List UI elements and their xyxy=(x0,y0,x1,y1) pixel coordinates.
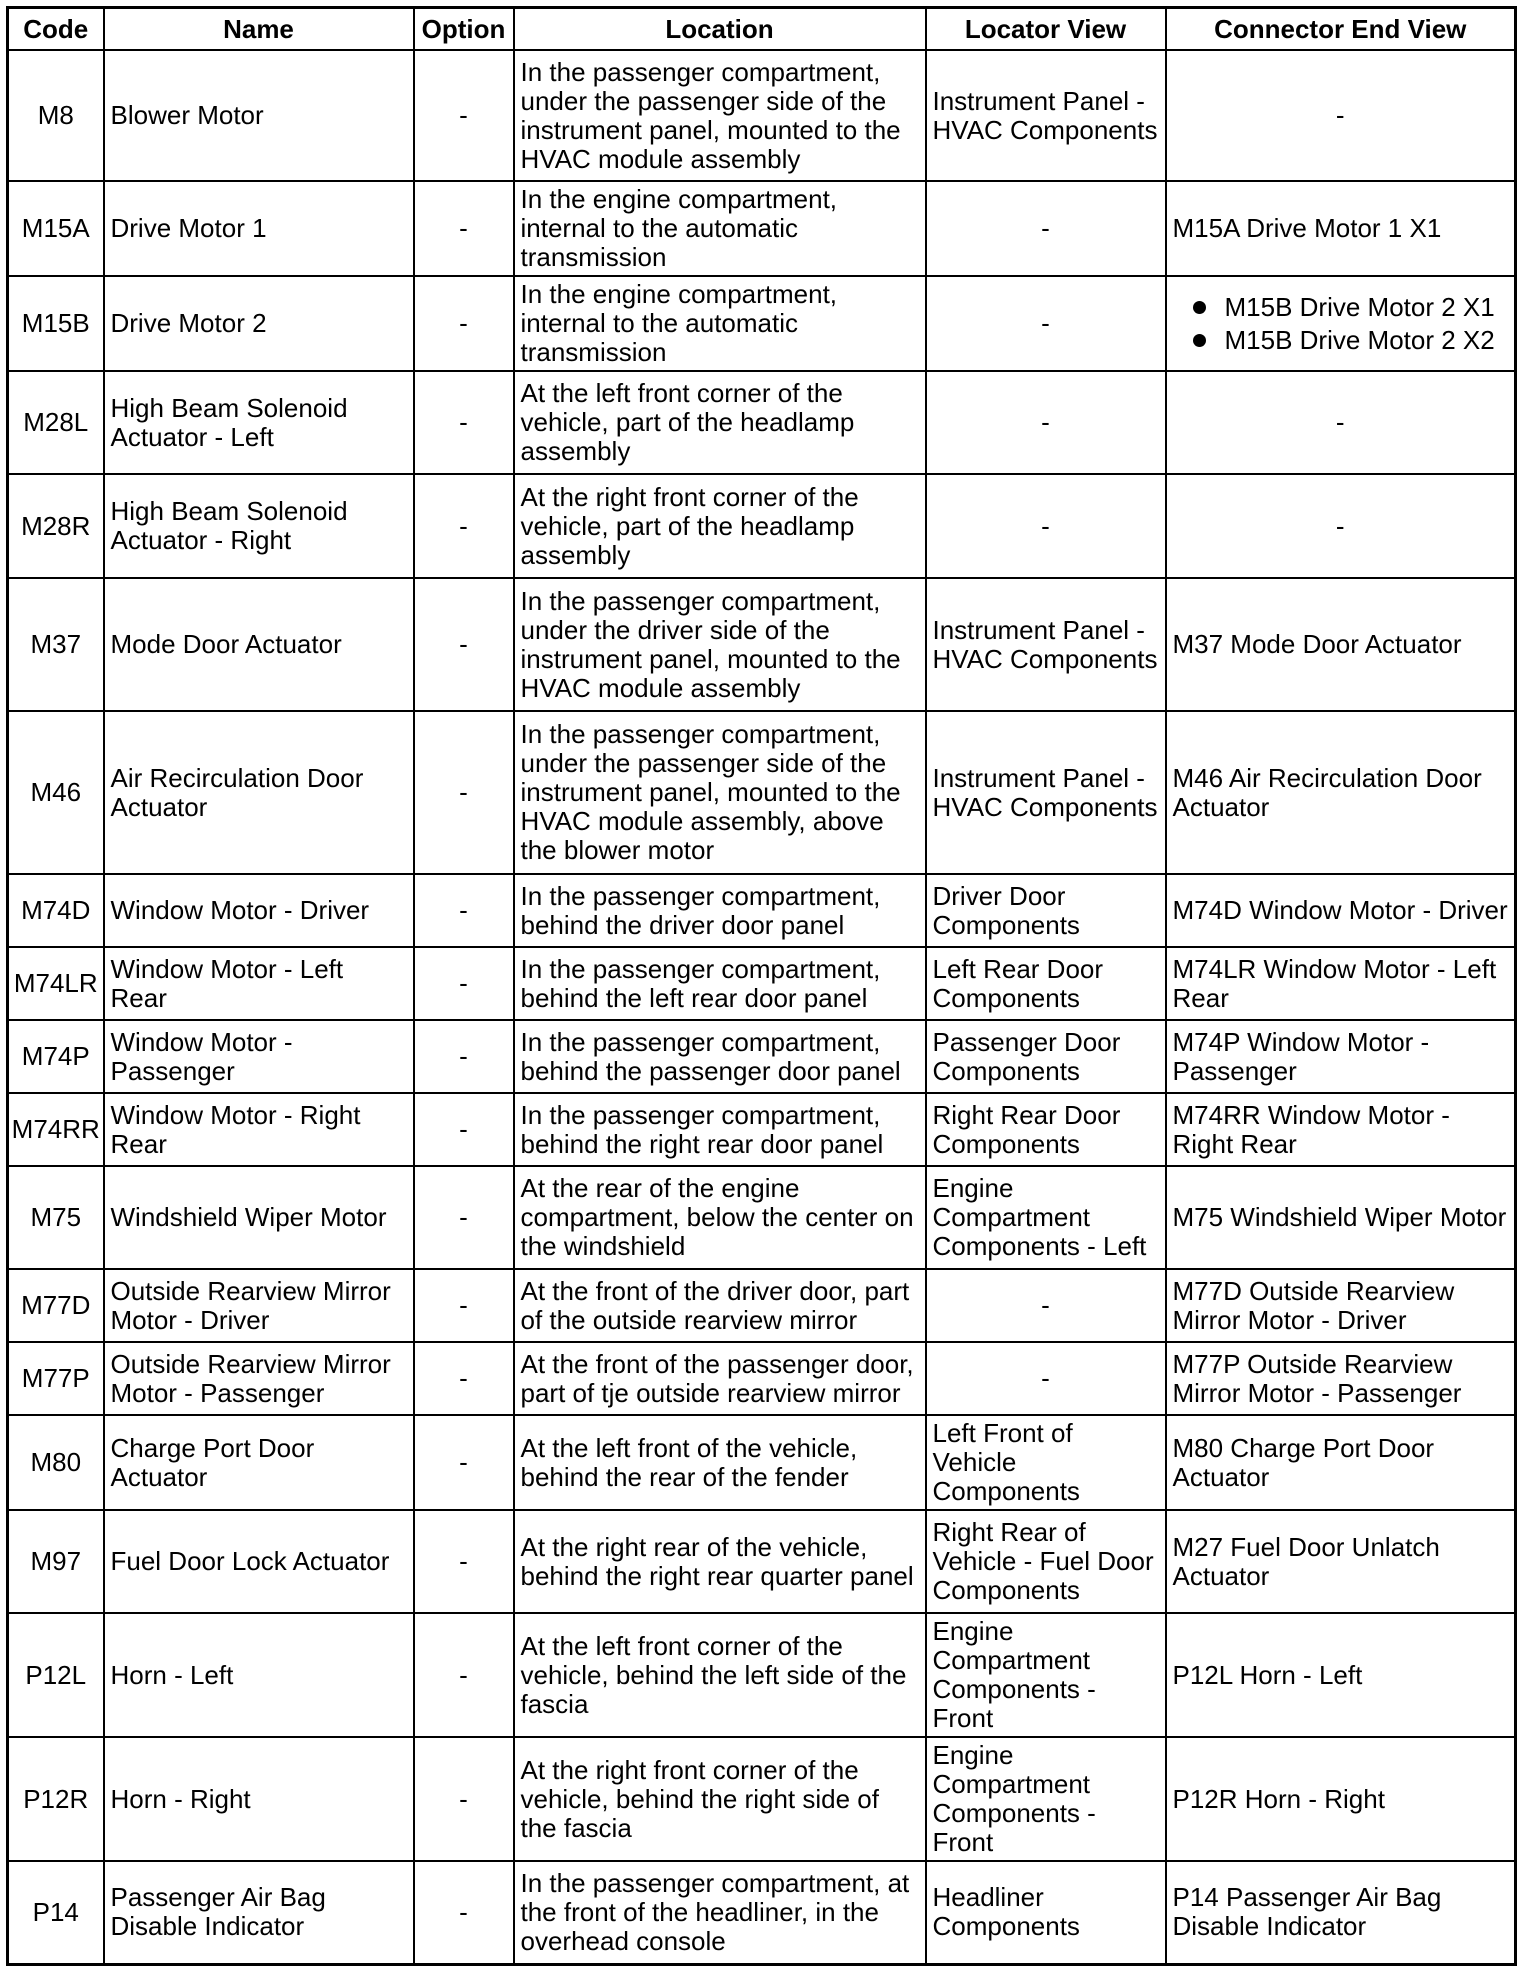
cell-code: M15B xyxy=(8,276,104,371)
cell-option: - xyxy=(414,1737,514,1861)
cell-name: Horn - Right xyxy=(104,1737,414,1861)
header-location: Location xyxy=(514,8,926,51)
cell-option: - xyxy=(414,874,514,947)
cell-name: Drive Motor 2 xyxy=(104,276,414,371)
cell-code: M77P xyxy=(8,1342,104,1415)
cell-option: - xyxy=(414,1613,514,1737)
cell-locator-view: Instrument Panel - HVAC Components xyxy=(926,578,1166,711)
header-locator-view: Locator View xyxy=(926,8,1166,51)
table-row xyxy=(8,1166,1516,1269)
cell-name: Outside Rearview Mirror Motor - Driver xyxy=(104,1269,414,1342)
cell-location: In the passenger compartment, behind the left rear door panel xyxy=(514,947,926,1020)
cell-option: - xyxy=(414,1342,514,1415)
header-connector-end-view: Connector End View xyxy=(1166,8,1516,51)
cell-connector-end-view: - xyxy=(1166,474,1516,578)
cell-locator-view: Right Rear of Vehicle - Fuel Door Components xyxy=(926,1510,1166,1613)
cell-option: - xyxy=(414,181,514,276)
list-item xyxy=(1173,324,1509,357)
cell-code: P14 xyxy=(8,1861,104,1964)
cell-location: In the passenger compartment, under the driver side of the instrument panel, mounted to the HVAC module assembly xyxy=(514,578,926,711)
cell-name: Passenger Air Bag Disable Indicator xyxy=(104,1861,414,1964)
cell-locator-view: - xyxy=(926,1269,1166,1342)
cell-name: Window Motor - Passenger xyxy=(104,1020,414,1093)
cell-code: M8 xyxy=(8,50,104,181)
cell-code: M37 xyxy=(8,578,104,711)
bullet-icon xyxy=(1193,334,1206,347)
cell-option: - xyxy=(414,1269,514,1342)
cell-locator-view: Passenger Door Components xyxy=(926,1020,1166,1093)
cell-name: Windshield Wiper Motor xyxy=(104,1166,414,1269)
bullet-icon xyxy=(1193,301,1206,314)
cell-locator-view: Instrument Panel - HVAC Components xyxy=(926,711,1166,874)
cell-name: Charge Port Door Actuator xyxy=(104,1415,414,1510)
cell-locator-view: Engine Compartment Components - Front xyxy=(926,1737,1166,1861)
cell-connector-end-view: M46 Air Recirculation Door Actuator xyxy=(1166,711,1516,874)
header-code: Code xyxy=(8,8,104,51)
cell-option: - xyxy=(414,578,514,711)
cell-code: M97 xyxy=(8,1510,104,1613)
cell-location: In the passenger compartment, under the passenger side of the instrument panel, mounted to the HVAC module assembly, above the blower motor xyxy=(514,711,926,874)
cell-option: - xyxy=(414,50,514,181)
cell-name: Window Motor - Left Rear xyxy=(104,947,414,1020)
cell-code: M80 xyxy=(8,1415,104,1510)
table-row xyxy=(8,578,1516,711)
cell-code: M28L xyxy=(8,371,104,474)
table-row xyxy=(8,1093,1516,1166)
cell-name: Blower Motor xyxy=(104,50,414,181)
cell-location: In the passenger compartment, behind the driver door panel xyxy=(514,874,926,947)
cell-connector-end-view: M77D Outside Rearview Mirror Motor - Driver xyxy=(1166,1269,1516,1342)
cell-location: At the right front corner of the vehicle, behind the right side of the fascia xyxy=(514,1737,926,1861)
cell-locator-view: - xyxy=(926,474,1166,578)
cell-code: M74RR xyxy=(8,1093,104,1166)
cell-option: - xyxy=(414,474,514,578)
cell-name: Window Motor - Right Rear xyxy=(104,1093,414,1166)
cell-option: - xyxy=(414,1861,514,1964)
cell-locator-view: - xyxy=(926,1342,1166,1415)
cell-name: Horn - Left xyxy=(104,1613,414,1737)
cell-location: In the passenger compartment, behind the passenger door panel xyxy=(514,1020,926,1093)
cell-option: - xyxy=(414,947,514,1020)
table-row xyxy=(8,1737,1516,1861)
component-locator-table xyxy=(6,6,1517,1966)
cell-option: - xyxy=(414,1020,514,1093)
cell-location: At the front of the passenger door, part of tje outside rearview mirror xyxy=(514,1342,926,1415)
cell-code: P12L xyxy=(8,1613,104,1737)
cell-code: M74P xyxy=(8,1020,104,1093)
cell-connector-end-view: - xyxy=(1166,371,1516,474)
cell-locator-view: Engine Compartment Components - Left xyxy=(926,1166,1166,1269)
cell-connector-end-view: M27 Fuel Door Unlatch Actuator xyxy=(1166,1510,1516,1613)
cell-name: High Beam Solenoid Actuator - Right xyxy=(104,474,414,578)
cell-location: At the right front corner of the vehicle, part of the headlamp assembly xyxy=(514,474,926,578)
cell-locator-view: - xyxy=(926,181,1166,276)
cell-locator-view: Right Rear Door Components xyxy=(926,1093,1166,1166)
table-row xyxy=(8,1269,1516,1342)
table-row xyxy=(8,947,1516,1020)
cell-location: At the left front corner of the vehicle, part of the headlamp assembly xyxy=(514,371,926,474)
list-item xyxy=(1173,291,1509,324)
cell-location: At the left front of the vehicle, behind the rear of the fender xyxy=(514,1415,926,1510)
cell-name: High Beam Solenoid Actuator - Left xyxy=(104,371,414,474)
cell-code: M74D xyxy=(8,874,104,947)
connector-item-label: M15B Drive Motor 2 X1 xyxy=(1224,291,1495,322)
cell-name: Window Motor - Driver xyxy=(104,874,414,947)
cell-locator-view: Left Rear Door Components xyxy=(926,947,1166,1020)
connector-item-label: M15B Drive Motor 2 X2 xyxy=(1224,324,1495,355)
cell-connector-end-view: M15A Drive Motor 1 X1 xyxy=(1166,181,1516,276)
cell-code: M77D xyxy=(8,1269,104,1342)
cell-connector-end-view: M77P Outside Rearview Mirror Motor - Passenger xyxy=(1166,1342,1516,1415)
connector-list xyxy=(1173,291,1509,357)
cell-option: - xyxy=(414,371,514,474)
cell-connector-end-view: M75 Windshield Wiper Motor xyxy=(1166,1166,1516,1269)
table-row xyxy=(8,371,1516,474)
cell-name: Outside Rearview Mirror Motor - Passenger xyxy=(104,1342,414,1415)
cell-connector-end-view: M74LR Window Motor - Left Rear xyxy=(1166,947,1516,1020)
table-row xyxy=(8,1020,1516,1093)
table-row xyxy=(8,1861,1516,1964)
cell-code: M15A xyxy=(8,181,104,276)
component-locator-sheet xyxy=(6,6,1514,1956)
table-row xyxy=(8,711,1516,874)
table-row xyxy=(8,1342,1516,1415)
header-name: Name xyxy=(104,8,414,51)
cell-name: Mode Door Actuator xyxy=(104,578,414,711)
cell-location: In the passenger compartment, behind the right rear door panel xyxy=(514,1093,926,1166)
cell-connector-end-view: M80 Charge Port Door Actuator xyxy=(1166,1415,1516,1510)
cell-location: At the left front corner of the vehicle, behind the left side of the fascia xyxy=(514,1613,926,1737)
cell-location: In the passenger compartment, at the front of the headliner, in the overhead console xyxy=(514,1861,926,1964)
table-row xyxy=(8,474,1516,578)
header-option: Option xyxy=(414,8,514,51)
cell-connector-end-view: M74D Window Motor - Driver xyxy=(1166,874,1516,947)
cell-option: - xyxy=(414,276,514,371)
cell-locator-view: Headliner Components xyxy=(926,1861,1166,1964)
table-row xyxy=(8,1613,1516,1737)
header-row xyxy=(8,8,1516,51)
cell-location: At the rear of the engine compartment, below the center on the windshield xyxy=(514,1166,926,1269)
cell-locator-view: Left Front of Vehicle Components xyxy=(926,1415,1166,1510)
cell-locator-view: - xyxy=(926,276,1166,371)
cell-connector-end-view: M37 Mode Door Actuator xyxy=(1166,578,1516,711)
cell-locator-view: Instrument Panel - HVAC Components xyxy=(926,50,1166,181)
cell-name: Air Recirculation Door Actuator xyxy=(104,711,414,874)
table-row xyxy=(8,50,1516,181)
table-row xyxy=(8,276,1516,371)
cell-option: - xyxy=(414,1510,514,1613)
cell-option: - xyxy=(414,1093,514,1166)
cell-option: - xyxy=(414,711,514,874)
cell-locator-view: - xyxy=(926,371,1166,474)
cell-connector-end-view: - xyxy=(1166,50,1516,181)
cell-location: At the right rear of the vehicle, behind the right rear quarter panel xyxy=(514,1510,926,1613)
cell-code: M46 xyxy=(8,711,104,874)
table-row xyxy=(8,1415,1516,1510)
table-row xyxy=(8,874,1516,947)
cell-locator-view: Engine Compartment Components - Front xyxy=(926,1613,1166,1737)
cell-code: M28R xyxy=(8,474,104,578)
cell-option: - xyxy=(414,1166,514,1269)
cell-connector-end-view: P14 Passenger Air Bag Disable Indicator xyxy=(1166,1861,1516,1964)
cell-name: Fuel Door Lock Actuator xyxy=(104,1510,414,1613)
cell-code: P12R xyxy=(8,1737,104,1861)
cell-option: - xyxy=(414,1415,514,1510)
cell-connector-end-view: P12R Horn - Right xyxy=(1166,1737,1516,1861)
cell-locator-view: Driver Door Components xyxy=(926,874,1166,947)
cell-location: At the front of the driver door, part of the outside rearview mirror xyxy=(514,1269,926,1342)
cell-location: In the passenger compartment, under the passenger side of the instrument panel, mounted to the HVAC module assembly xyxy=(514,50,926,181)
cell-code: M75 xyxy=(8,1166,104,1269)
cell-location: In the engine compartment, internal to the automatic transmission xyxy=(514,181,926,276)
cell-connector-end-view: P12L Horn - Left xyxy=(1166,1613,1516,1737)
table-row xyxy=(8,181,1516,276)
table-row xyxy=(8,1510,1516,1613)
cell-connector-end-view: M74RR Window Motor - Right Rear xyxy=(1166,1093,1516,1166)
cell-name: Drive Motor 1 xyxy=(104,181,414,276)
cell-connector-end-view xyxy=(1166,276,1516,371)
cell-location: In the engine compartment, internal to the automatic transmission xyxy=(514,276,926,371)
cell-connector-end-view: M74P Window Motor - Passenger xyxy=(1166,1020,1516,1093)
cell-code: M74LR xyxy=(8,947,104,1020)
